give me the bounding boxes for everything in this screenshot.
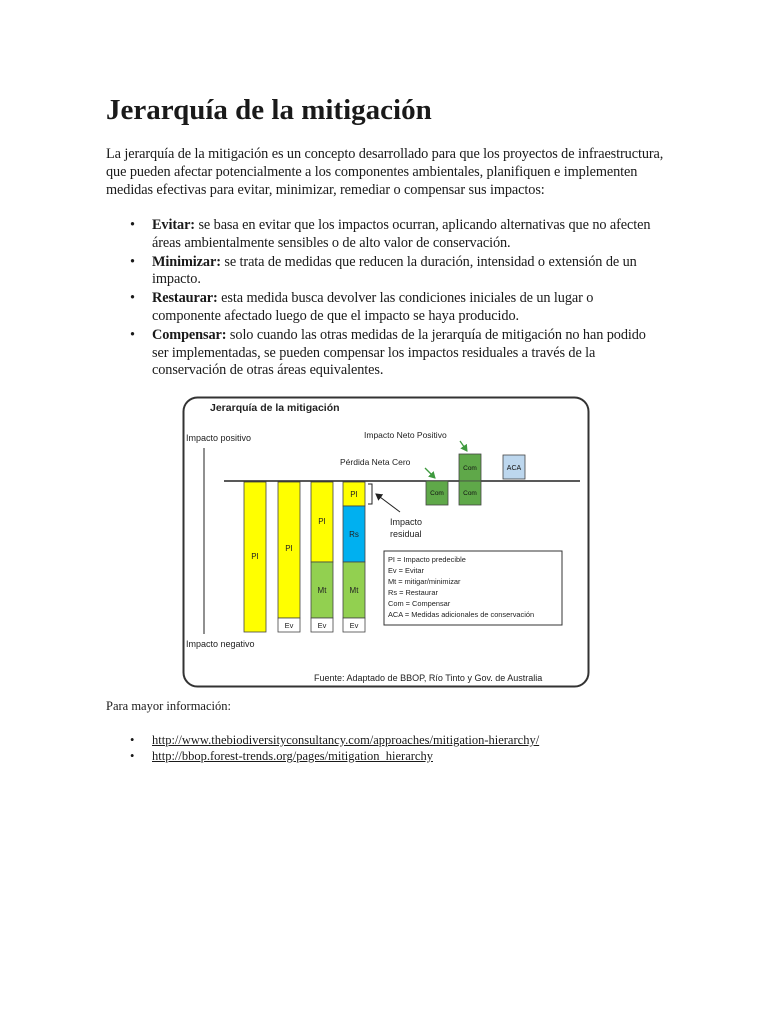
label-impacto-neto-positivo: Impacto Neto Positivo: [364, 430, 447, 440]
mitigation-hierarchy-diagram: [182, 396, 590, 688]
list-item-evitar: [152, 217, 664, 253]
desc-minimizar: se trata de medidas que reducen la duración, intensidad o extensión de un impacto.: [152, 253, 637, 288]
legend-item-aca: ACA = Medidas adicionales de conservación: [388, 610, 535, 619]
term-minimizar: Minimizar:: [152, 253, 221, 270]
desc-evitar: se basa en evitar que los impactos ocurran, aplicando alternativas que no afecten áreas ambientalmente sensibles o de alto valor de conservación.: [152, 217, 651, 251]
term-restaurar: Restaurar:: [152, 290, 218, 307]
label-perdida-neta-cero: Pérdida Neta Cero: [340, 457, 411, 467]
aca-block-label: ACA: [506, 465, 522, 472]
list-item-restaurar: [152, 290, 664, 326]
diagram-canvas: [182, 396, 590, 688]
legend-item-com: Com = Compensar: [388, 599, 451, 608]
col4-pi-label: PI: [350, 490, 358, 499]
diagram-source: Fuente: Adaptado de BBOP, Río Tinto y Gov. de Australia: [314, 673, 543, 683]
reference-links: [152, 732, 539, 764]
list-item-minimizar: [152, 254, 664, 290]
list-item-compensar: [152, 327, 664, 380]
term-evitar: Evitar:: [152, 217, 195, 233]
intro-paragraph: La jerarquía de la mitigación es un concepto desarrollado para que los proyectos de infraestructura, que pueden afectar potencialmente a los componentes ambientales, planifiquen e implementen medidas efectivas para evitar, minimizar, remediar o compensar sus impactos:: [106, 146, 664, 198]
desc-compensar: solo cuando las otras medidas de la jerarquía de mitigación no han podido ser implementadas, se pueden compensar los impactos residuales a través de la conservación de otras áreas equivalentes.: [152, 326, 646, 379]
label-impacto: Impacto: [390, 517, 423, 527]
list-item-link-2: [152, 748, 539, 764]
com-block-lower-label: Com: [463, 490, 477, 497]
col4-ev-label: Ev: [349, 621, 359, 630]
legend-item-rs: Rs = Restaurar: [388, 588, 438, 597]
label-residual: residual: [390, 529, 422, 539]
col2-ev-label: Ev: [284, 621, 294, 630]
legend-item-ev: Ev = Evitar: [388, 566, 424, 575]
link-biodiversity-consultancy[interactable]: http://www.thebiodiversityconsultancy.com/approaches/mitigation-hierarchy/: [152, 733, 540, 747]
list-item-link-1: [152, 732, 539, 748]
label-impacto-positivo: Impacto positivo: [186, 433, 252, 443]
col4-rs-label: Rs: [349, 530, 359, 539]
mitigation-steps-list: [152, 217, 664, 381]
desc-restaurar: esta medida busca devolver las condiciones iniciales de un lugar o componente afectado luego de que el impacto se haya producido.: [152, 290, 594, 324]
col2-pi-label: PI: [285, 544, 293, 553]
more-info-label: Para mayor información:: [106, 699, 231, 713]
col3-pi-label: PI: [318, 517, 326, 526]
link-bbop-forest-trends[interactable]: http://bbop.forest-trends.org/pages/mitigation_hierarchy: [152, 749, 433, 763]
col1-pi-label: PI: [251, 552, 259, 561]
col4-mt-label: Mt: [349, 586, 359, 595]
legend-item-pi: PI = Impacto predecible: [388, 555, 466, 564]
col3-mt-label: Mt: [317, 586, 327, 595]
legend-item-mt: Mt = mitigar/minimizar: [388, 577, 461, 586]
diagram-title: Jerarquía de la mitigación: [210, 402, 340, 414]
com-block-upper-label: Com: [463, 465, 477, 472]
col3-ev-label: Ev: [317, 621, 327, 630]
com-block-offset-label: Com: [430, 490, 444, 497]
label-impacto-negativo: Impacto negativo: [186, 639, 255, 649]
term-compensar: Compensar:: [152, 326, 227, 343]
page-title: Jerarquía de la mitigación: [106, 94, 432, 126]
